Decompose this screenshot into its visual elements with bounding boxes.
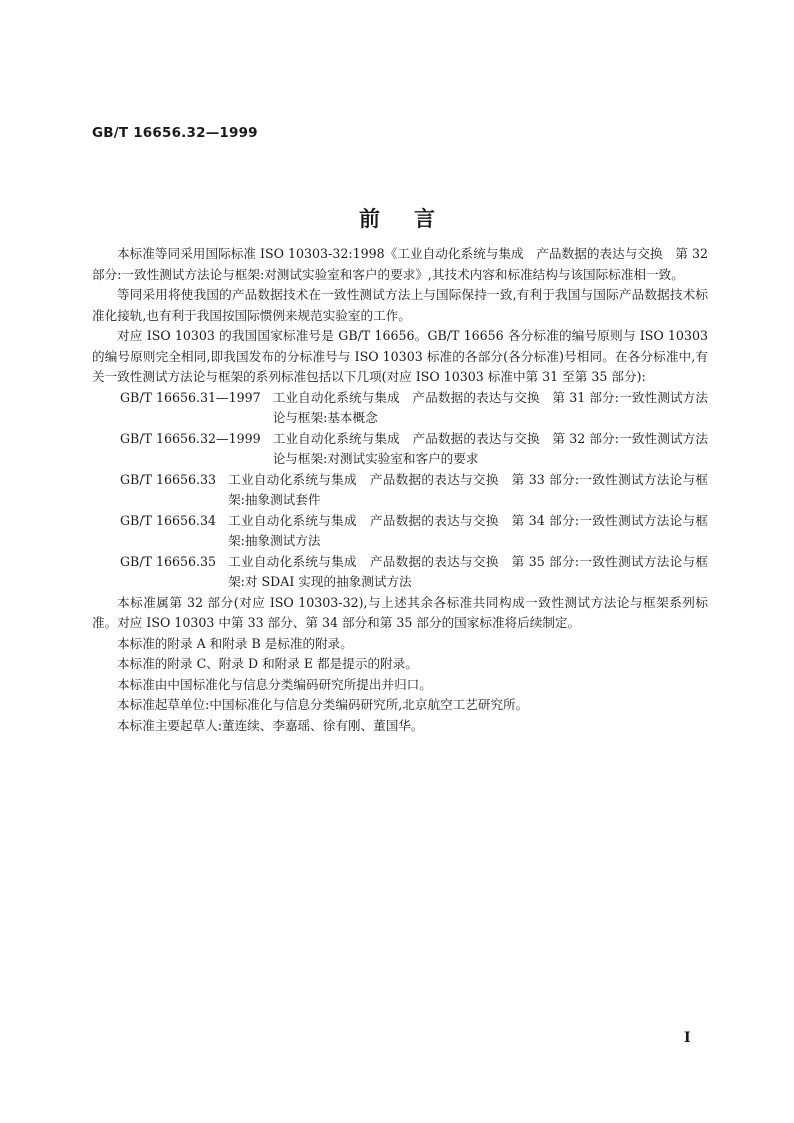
standard-list-item bbox=[92, 388, 708, 429]
standard-title: 工业自动化系统与集成 产品数据的表达与交换 第 31 部分:一致性测试方法论与框架:基本概念 bbox=[272, 389, 708, 425]
standard-title: 工业自动化系统与集成 产品数据的表达与交换 第 33 部分:一致性测试方法论与框架:抽象测试套件 bbox=[228, 471, 708, 507]
standard-number: GB/T 16656.34 bbox=[120, 512, 217, 528]
standard-number: GB/T 16656.35 bbox=[120, 553, 217, 569]
section-title: 前言 bbox=[359, 207, 469, 231]
standard-number: GB/T 16656.31—1997 bbox=[120, 389, 261, 405]
paragraph: 本标准起草单位:中国标准化与信息分类编码研究所,北京航空工艺研究所。 bbox=[117, 697, 529, 712]
paragraph: 本标准等同采用国际标准 ISO 10303-32:1998《工业自动化系统与集成 产品数据的表达与交换 第 32 部分:一致性测试方法论与框架:对测试实验室和客户的要求》,其技术内容和标准结构与该国际标准相一致。 bbox=[92, 246, 708, 282]
paragraph: 本标准由中国标准化与信息分类编码研究所提出并归口。 bbox=[117, 676, 432, 692]
standard-list-item bbox=[92, 511, 708, 552]
standard-list-item bbox=[92, 552, 708, 593]
standard-title: 工业自动化系统与集成 产品数据的表达与交换 第 34 部分:一致性测试方法论与框架:抽象测试方法 bbox=[228, 512, 708, 548]
paragraph: 本标准的附录 C、附录 D 和附录 E 都是提示的附录。 bbox=[117, 656, 418, 671]
paragraph: 等同采用将使我国的产品数据技术在一致性测试方法上与国际保持一致,有利于我国与国际产品数据技术标准化接轨,也有利于我国按国际惯例来规范实验室的工作。 bbox=[92, 287, 708, 323]
standard-list-item bbox=[92, 470, 708, 511]
paragraph: 对应 ISO 10303 的我国国家标准号是 GB/T 16656。GB/T 16656 各分标准的编号原则与 ISO 10303 的编号原则完全相同,即我国发布的分标准号与 ISO 10303 标准的各部分(各分标准)号相同。在各分标准中,有关一致性测试方法论与框架的系列标准包括以下几项(对应 ISO 10303 标准中第 31 至第 35 部分): bbox=[92, 328, 708, 384]
page-number: Ⅰ bbox=[684, 1030, 691, 1046]
standard-code-header: GB/T 16656.32—1999 bbox=[92, 125, 258, 141]
standard-title: 工业自动化系统与集成 产品数据的表达与交换 第 32 部分:一致性测试方法论与框架:对测试实验室和客户的要求 bbox=[272, 430, 708, 466]
paragraph: 本标准的附录 A 和附录 B 是标准的附录。 bbox=[117, 635, 353, 651]
paragraph: 本标准属第 32 部分(对应 ISO 10303-32),与上述其余各标准共同构成一致性测试方法论与框架系列标准。对应 ISO 10303 中第 33 部分、第 34 部分和第 35 部分的国家标准将后续制定。 bbox=[92, 594, 708, 630]
preface-body bbox=[92, 244, 708, 736]
standard-number: GB/T 16656.32—1999 bbox=[120, 430, 261, 446]
standard-title: 工业自动化系统与集成 产品数据的表达与交换 第 35 部分:一致性测试方法论与框架:对 SDAI 实现的抽象测试方法 bbox=[228, 553, 708, 589]
paragraph: 本标准主要起草人:董连续、李嘉瑶、徐有刚、董国华。 bbox=[117, 717, 424, 733]
standard-number: GB/T 16656.33 bbox=[120, 471, 217, 487]
standard-list-item bbox=[92, 429, 708, 470]
